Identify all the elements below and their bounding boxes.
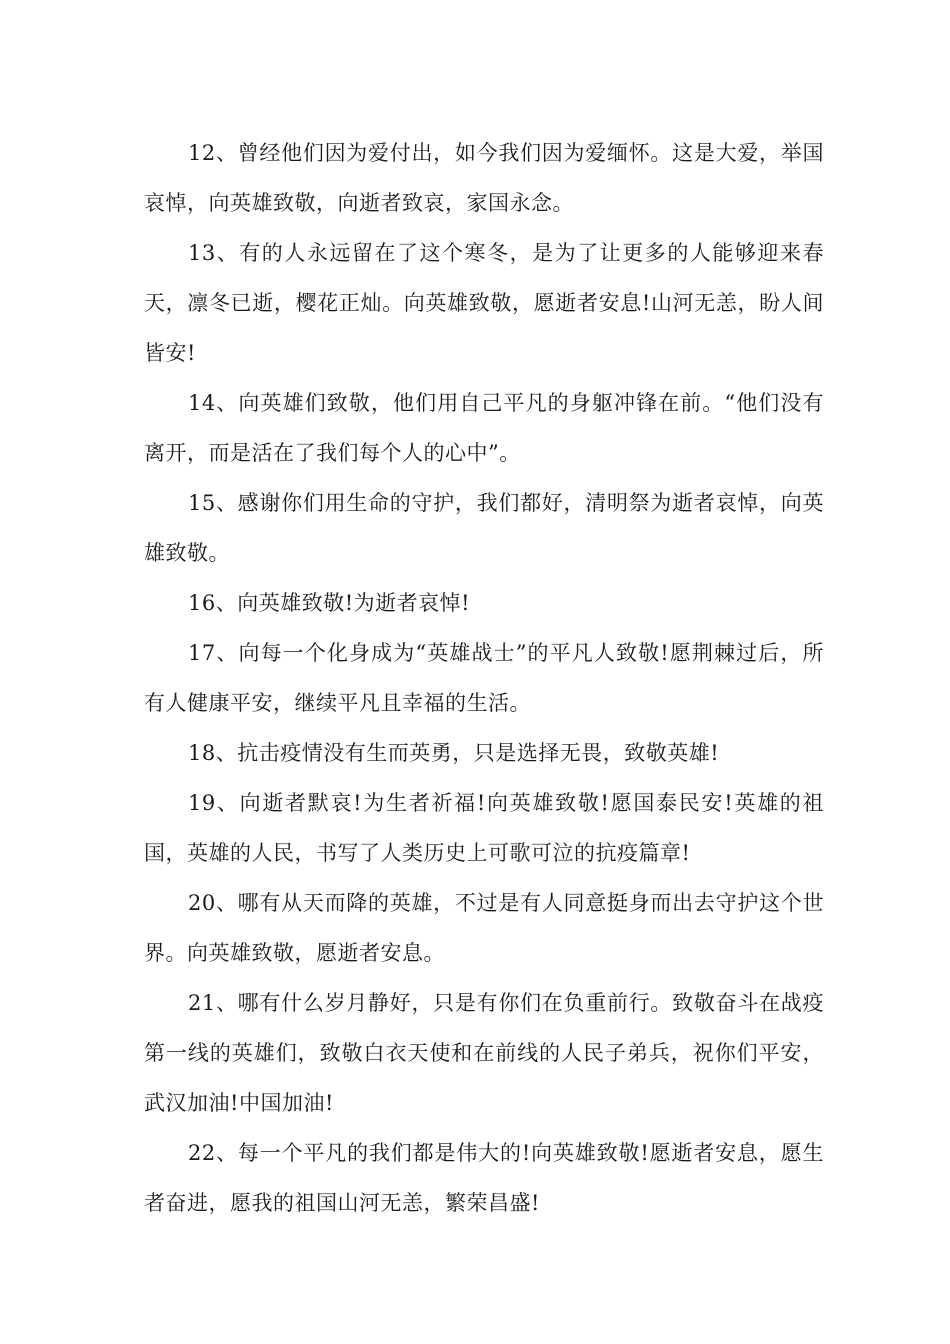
paragraph-20: 20、哪有从天而降的英雄，不过是有人同意挺身而出去守护这个世界。向英雄致敬，愿逝者安息。 xyxy=(144,891,824,965)
paragraph-13: 13、有的人永远留在了这个寒冬，是为了让更多的人能够迎来春天，凛冬已逝，樱花正灿。向英雄致敬，愿逝者安息!山河无恙，盼人间皆安! xyxy=(144,241,824,365)
document-body xyxy=(144,128,824,1228)
paragraph-19: 19、向逝者默哀!为生者祈福!向英雄致敬!愿国泰民安!英雄的祖国，英雄的人民，书写了人类历史上可歌可泣的抗疫篇章! xyxy=(144,791,824,865)
paragraph-17: 17、向每一个化身成为“英雄战士”的平凡人致敬!愿荆棘过后，所有人健康平安，继续平凡且幸福的生活。 xyxy=(144,641,824,715)
paragraph-16: 16、向英雄致敬!为逝者哀悼! xyxy=(188,591,471,615)
paragraph-14: 14、向英雄们致敬，他们用自己平凡的身躯冲锋在前。“他们没有离开，而是活在了我们每个人的心中”。 xyxy=(144,391,824,465)
paragraph-18: 18、抗击疫情没有生而英勇，只是选择无畏，致敬英雄! xyxy=(188,741,720,765)
paragraph-12: 12、曾经他们因为爱付出，如今我们因为爱缅怀。这是大爱，举国哀悼，向英雄致敬，向逝者致哀，家国永念。 xyxy=(144,141,824,215)
paragraph-21: 21、哪有什么岁月静好，只是有你们在负重前行。致敬奋斗在战疫第一线的英雄们，致敬白衣天使和在前线的人民子弟兵，祝你们平安，武汉加油!中国加油! xyxy=(144,991,824,1115)
paragraph-22: 22、每一个平凡的我们都是伟大的!向英雄致敬!愿逝者安息，愿生者奋进，愿我的祖国山河无恙，繁荣昌盛! xyxy=(144,1141,824,1215)
paragraph-15: 15、感谢你们用生命的守护，我们都好，清明祭为逝者哀悼，向英雄致敬。 xyxy=(144,491,824,565)
